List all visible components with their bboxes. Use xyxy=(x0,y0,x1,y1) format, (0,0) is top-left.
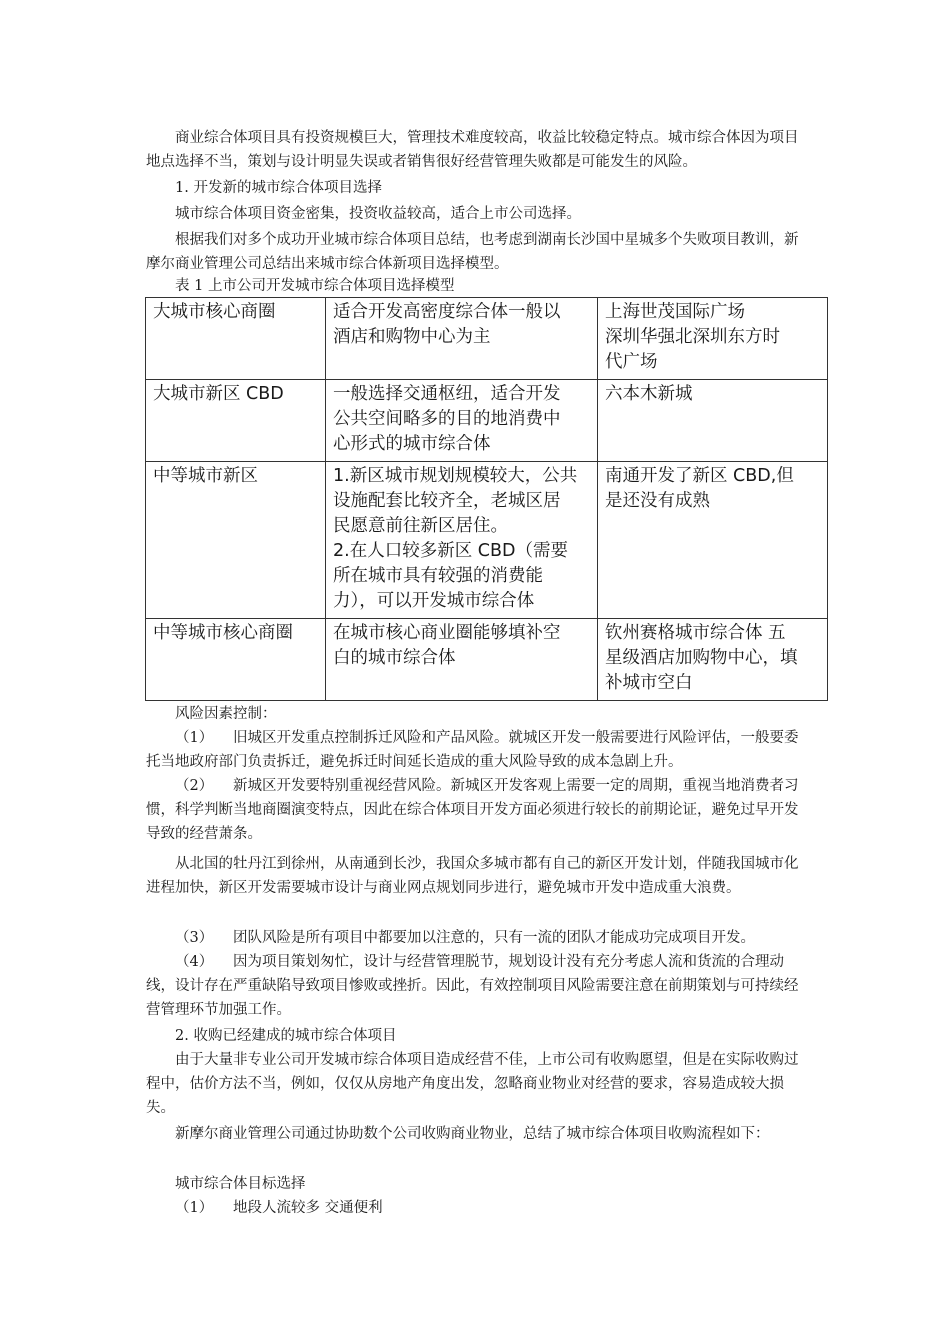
table-cell-example xyxy=(598,380,828,462)
table-cell-line: 深圳华强北深圳东方时 xyxy=(605,327,780,347)
table-cell-line: 补城市空白 xyxy=(605,673,693,693)
table-row xyxy=(146,619,828,701)
table-cell-line: 力），可以开发城市综合体 xyxy=(333,591,535,611)
table-cell-example xyxy=(598,462,828,619)
table-cell-line: 适合开发高密度综合体一般以 xyxy=(333,302,561,322)
table-cell-region: 大城市核心商圈 xyxy=(146,298,326,380)
table-caption: 表 1 上市公司开发城市综合体项目选择模型 xyxy=(175,278,455,294)
table-cell-line: 是还没有成熟 xyxy=(605,491,710,511)
table-cell-line: 钦州赛格城市综合体 五 xyxy=(605,623,786,643)
table-cell-line: 设施配套比较齐全，老城区居 xyxy=(333,491,561,511)
table-cell-line: 南通开发了新区 CBD,但 xyxy=(605,466,794,486)
table-cell-line: 1.新区城市规划规模较大，公共 xyxy=(333,466,578,486)
intro-paragraph-2: 城市综合体项目资金密集，投资收益较高，适合上市公司选择。 xyxy=(175,206,581,222)
table-cell-line: 六本木新城 xyxy=(605,384,693,404)
acquire-paragraph-2: 新摩尔商业管理公司通过协助数个公司收购商业物业，总结了城市综合体项目收购流程如下： xyxy=(175,1126,770,1142)
risk-item-2 xyxy=(146,774,808,846)
table-cell-line: 民愿意前往新区居住。 xyxy=(333,516,508,536)
risk-item-1-text: 旧城区开发重点控制拆迁风险和产品风险。就城区开发一般需要进行风险评估，一般要委托当地政府部门负责拆迁，避免拆迁时间延长造成的重大风险导致的成本急剧上升。 xyxy=(146,730,799,770)
table-cell-line: 心形式的城市综合体 xyxy=(333,434,491,454)
section-heading-1: 1. 开发新的城市综合体项目选择 xyxy=(175,180,382,196)
table-cell-strategy xyxy=(326,619,598,701)
table-row xyxy=(146,298,828,380)
risk-item-2-number: （2） xyxy=(175,778,214,794)
table-cell-strategy xyxy=(326,462,598,619)
risk-item-3-text: 团队风险是所有项目中都要加以注意的，只有一流的团队才能成功完成项目开发。 xyxy=(233,930,755,946)
table-cell-strategy xyxy=(326,380,598,462)
acquire-paragraph-1: 由于大量非专业公司开发城市综合体项目造成经营不佳，上市公司有收购愿望，但是在实际收购过程中，估价方法不当，例如，仅仅从房地产角度出发，忽略商业物业对经营的要求，容易造成较大损失。 xyxy=(146,1052,799,1116)
table-cell-line: 一般选择交通枢纽，适合开发 xyxy=(333,384,561,404)
risk-item-4 xyxy=(146,950,808,1022)
table-cell-line: 白的城市综合体 xyxy=(333,648,456,668)
table-cell-strategy xyxy=(326,298,598,380)
table-cell-line: 所在城市具有较强的消费能 xyxy=(333,566,543,586)
table-cell-line: 在城市核心商业圈能够填补空 xyxy=(333,623,561,643)
acquire-item-1 xyxy=(146,1196,808,1220)
table-row xyxy=(146,380,828,462)
table-cell-line: 代广场 xyxy=(605,352,658,372)
risk-item-4-number: （4） xyxy=(175,954,214,970)
table-cell-region: 中等城市新区 xyxy=(146,462,326,619)
risk-item-3 xyxy=(146,926,808,950)
table-cell-line: 上海世茂国际广场 xyxy=(605,302,745,322)
section-heading-2: 2. 收购已经建成的城市综合体项目 xyxy=(175,1028,397,1044)
table-cell-line: 2.在人口较多新区 CBD（需要 xyxy=(333,541,568,561)
table-row xyxy=(146,462,828,619)
table-cell-line: 公共空间略多的目的地消费中 xyxy=(333,409,561,429)
acquire-item-1-number: （1） xyxy=(175,1200,214,1216)
risk-item-3-number: （3） xyxy=(175,930,214,946)
acquire-paragraph-3: 城市综合体目标选择 xyxy=(175,1176,306,1192)
risk-item-1 xyxy=(146,726,808,774)
risk-item-4-text: 因为项目策划匆忙，设计与经营管理脱节，规划设计没有充分考虑人流和货流的合理动线，设计存在严重缺陷导致项目惨败或挫折。因此，有效控制项目风险需要注意在前期策划与可持续经营管理环节加强工作。 xyxy=(146,954,799,1018)
risk-item-1-number: （1） xyxy=(175,730,214,746)
table-cell-example xyxy=(598,619,828,701)
table-cell-region: 大城市新区 CBD xyxy=(146,380,326,462)
table-cell-example xyxy=(598,298,828,380)
project-selection-table xyxy=(145,297,828,701)
intro-paragraph-3: 根据我们对多个成功开业城市综合体项目总结，也考虑到湖南长沙国中星城多个失败项目教训，新摩尔商业管理公司总结出来城市综合体新项目选择模型。 xyxy=(146,232,799,272)
table-cell-line: 酒店和购物中心为主 xyxy=(333,327,491,347)
table-cell-line: 星级酒店加购物中心，填 xyxy=(605,648,798,668)
acquire-item-1-text: 地段人流较多 交通便利 xyxy=(233,1200,383,1216)
risk-item-2-text: 新城区开发要特别重视经营风险。新城区开发客观上需要一定的周期，重视当地消费者习惯，科学判断当地商圈演变特点，因此在综合体项目开发方面必须进行较长的前期论证，避免过早开发导致的经营萧条。 xyxy=(146,778,799,842)
risk-title: 风险因素控制： xyxy=(175,706,277,722)
risk-paragraph: 从北国的牡丹江到徐州，从南通到长沙，我国众多城市都有自己的新区开发计划，伴随我国城市化进程加快，新区开发需要城市设计与商业网点规划同步进行，避免城市开发中造成重大浪费。 xyxy=(146,856,799,896)
intro-paragraph: 商业综合体项目具有投资规模巨大，管理技术难度较高，收益比较稳定特点。城市综合体因为项目地点选择不当，策划与设计明显失误或者销售很好经营管理失败都是可能发生的风险。 xyxy=(146,130,799,170)
table-cell-region: 中等城市核心商圈 xyxy=(146,619,326,701)
